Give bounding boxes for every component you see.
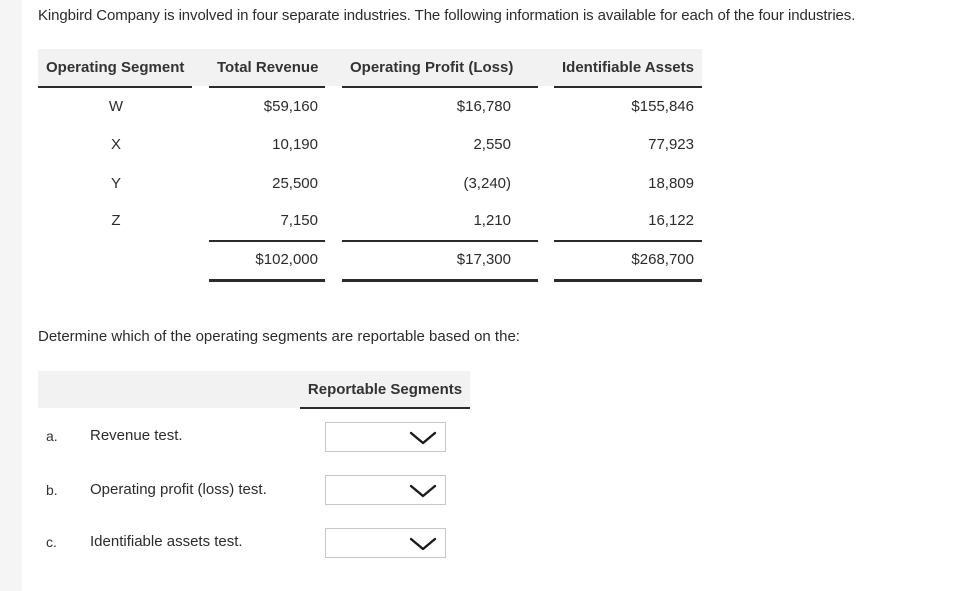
row-w-assets: $155,846	[631, 98, 694, 115]
row-x-assets: 77,923	[648, 136, 694, 153]
row-z-revenue: 7,150	[280, 212, 318, 229]
header-operating-segment: Operating Segment	[46, 59, 185, 76]
row-y-profit: (3,240)	[463, 175, 511, 192]
row-z-profit: 1,210	[473, 212, 511, 229]
sum-line-assets	[554, 240, 702, 242]
header-underline-profit	[342, 86, 538, 88]
chevron-down-icon	[409, 484, 437, 498]
total-underline-revenue	[209, 279, 325, 282]
total-underline-profit	[342, 279, 538, 282]
row-x-profit: 2,550	[473, 136, 511, 153]
question-label-revenue-test: Revenue test.	[90, 427, 183, 444]
row-w-revenue: $59,160	[263, 98, 318, 115]
row-x-segment: X	[110, 136, 121, 153]
question-letter-a: a.	[46, 428, 58, 444]
row-x-revenue: 10,190	[272, 136, 318, 153]
total-revenue: $102,000	[255, 251, 318, 268]
header-operating-profit: Operating Profit (Loss)	[350, 59, 514, 76]
question-letter-b: b.	[46, 482, 58, 498]
chevron-down-icon	[409, 537, 437, 551]
answer-header-underline	[300, 407, 470, 409]
row-y-segment: Y	[110, 175, 121, 192]
total-assets: $268,700	[631, 251, 694, 268]
total-underline-assets	[554, 279, 702, 282]
total-profit: $17,300	[456, 251, 511, 268]
header-underline-segment	[38, 86, 192, 88]
header-total-revenue: Total Revenue	[217, 59, 319, 76]
header-underline-revenue	[209, 86, 325, 88]
row-z-assets: 16,122	[648, 212, 694, 229]
header-identifiable-assets: Identifiable Assets	[562, 59, 694, 76]
question-prompt: Determine which of the operating segments are reportable based on the:	[38, 328, 520, 345]
header-underline-assets	[554, 86, 702, 88]
row-y-assets: 18,809	[648, 175, 694, 192]
row-w-profit: $16,780	[456, 98, 511, 115]
header-reportable-segments: Reportable Segments	[307, 381, 463, 398]
question-letter-c: c.	[46, 534, 57, 550]
row-y-revenue: 25,500	[272, 175, 318, 192]
sum-line-profit	[342, 240, 538, 242]
revenue-test-select[interactable]	[325, 422, 446, 452]
row-w-segment: W	[108, 98, 124, 115]
operating-profit-test-select[interactable]	[325, 475, 446, 505]
identifiable-assets-test-select[interactable]	[325, 528, 446, 558]
row-z-segment: Z	[111, 212, 121, 229]
chevron-down-icon	[409, 431, 437, 445]
sum-line-revenue	[209, 240, 325, 242]
question-label-operating-profit-test: Operating profit (loss) test.	[90, 481, 267, 498]
question-label-identifiable-assets-test: Identifiable assets test.	[90, 533, 243, 550]
intro-text: Kingbird Company is involved in four separate industries. The following information is available for each of the four industries.	[38, 7, 856, 24]
left-margin-strip	[0, 0, 22, 591]
